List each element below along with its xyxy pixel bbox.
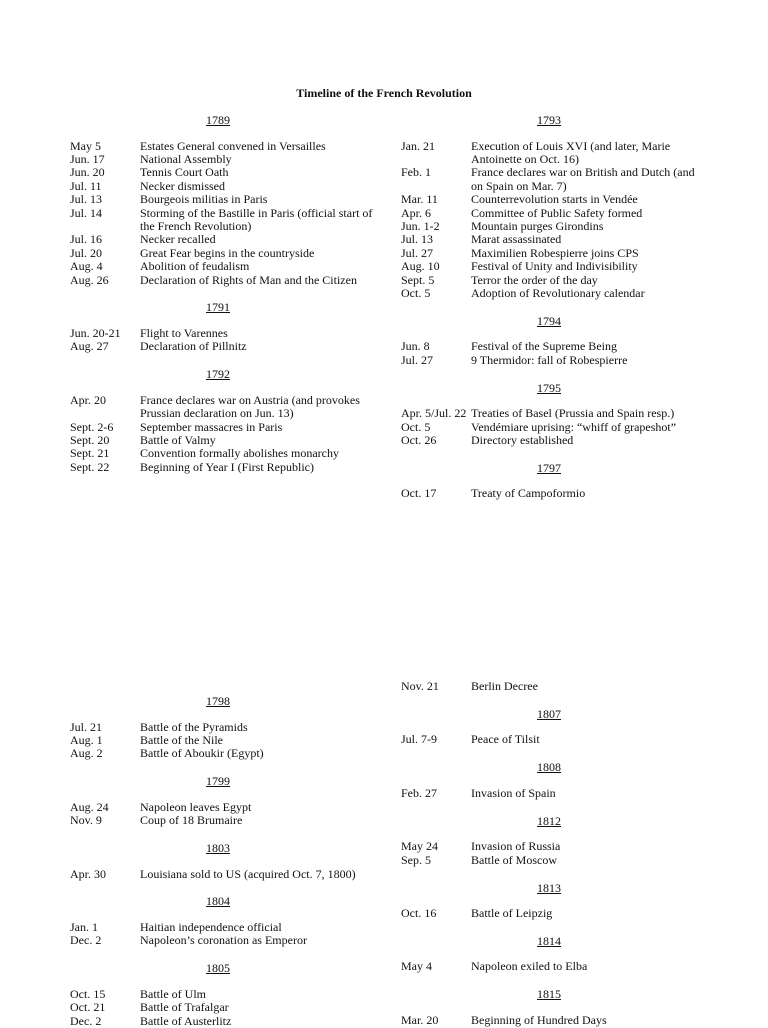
- year-heading: 1807: [537, 706, 561, 721]
- event-description: on Spain on Mar. 7): [471, 178, 567, 193]
- event-description: Maximilien Robespierre joins CPS: [471, 245, 639, 260]
- event-date: Aug. 26: [70, 272, 109, 287]
- event-description: Beginning of Hundred Days: [471, 1012, 607, 1027]
- event-description: Coup of 18 Brumaire: [140, 813, 243, 828]
- event-date: May 5: [70, 138, 101, 153]
- event-date: Jun. 8: [401, 339, 430, 354]
- event-date: Jul. 20: [70, 245, 103, 260]
- event-description: Declaration of Rights of Man and the Citizen: [140, 272, 357, 287]
- event-date: Jul. 14: [70, 205, 103, 220]
- event-date: Jul. 7-9: [401, 732, 437, 747]
- event-date: Mar. 11: [401, 192, 438, 207]
- event-description: Necker dismissed: [140, 178, 225, 193]
- year-heading: 1805: [206, 961, 230, 976]
- event-description: Battle of Ulm: [140, 986, 206, 1001]
- event-date: Jul. 13: [70, 192, 103, 207]
- event-description: Storming of the Bastille in Paris (official start of: [140, 205, 373, 220]
- event-date: Apr. 30: [70, 866, 106, 881]
- event-date: Jun. 1-2: [401, 218, 440, 233]
- event-description: Haitian independence official: [140, 919, 282, 934]
- event-description: Flight to Varennes: [140, 325, 228, 340]
- year-heading: 1814: [537, 933, 561, 948]
- event-date: Sept. 22: [70, 459, 110, 474]
- year-heading: 1808: [537, 760, 561, 775]
- event-date: Oct. 16: [401, 906, 437, 920]
- event-description: Battle of Aboukir (Egypt): [140, 746, 264, 761]
- year-heading: 1812: [537, 813, 561, 828]
- event-description: Peace of Tilsit: [471, 732, 540, 747]
- event-description: Vendémiare uprising: “whiff of grapeshot”: [471, 419, 677, 434]
- event-description: Terror the order of the day: [471, 272, 598, 287]
- year-heading: 1798: [206, 694, 230, 708]
- page-title: Timeline of the French Revolution: [296, 86, 472, 100]
- event-description: Louisiana sold to US (acquired Oct. 7, 1800): [140, 866, 356, 881]
- event-date: Jun. 20-21: [70, 325, 121, 340]
- year-heading: 1799: [206, 774, 230, 789]
- year-heading: 1803: [206, 841, 230, 855]
- event-date: Jul. 11: [70, 178, 102, 193]
- event-date: Oct. 15: [70, 986, 106, 1001]
- event-date: Apr. 20: [70, 392, 106, 407]
- event-description: Beginning of Year I (First Republic): [140, 459, 314, 474]
- event-date: Feb. 1: [401, 165, 431, 180]
- event-description: Festival of the Supreme Being: [471, 339, 617, 354]
- event-description: Tennis Court Oath: [140, 165, 229, 180]
- event-date: Jul. 27: [401, 352, 434, 367]
- event-description: Declaration of Pillnitz: [140, 339, 247, 354]
- event-description: 9 Thermidor: fall of Robespierre: [471, 352, 628, 367]
- event-date: Jul. 16: [70, 232, 103, 247]
- year-heading: 1815: [537, 987, 561, 1002]
- year-heading: 1804: [206, 894, 230, 909]
- event-date: Nov. 9: [70, 813, 102, 828]
- event-description: Napoleon’s coronation as Emperor: [140, 933, 307, 948]
- event-description: Marat assassinated: [471, 232, 562, 247]
- event-description: Battle of Austerlitz: [140, 1013, 232, 1028]
- event-description: Treaties of Basel (Prussia and Spain resp.): [471, 406, 675, 421]
- event-description: September massacres in Paris: [140, 419, 283, 434]
- event-description: Battle of Valmy: [140, 432, 216, 447]
- event-description: Prussian declaration on Jun. 13): [140, 406, 294, 421]
- event-date: Apr. 5/Jul. 22: [401, 406, 467, 421]
- event-date: Sep. 5: [401, 852, 431, 867]
- event-date: May 24: [401, 839, 438, 854]
- event-date: Oct. 5: [401, 419, 431, 434]
- year-heading: 1795: [537, 380, 561, 395]
- event-description: Treaty of Campoformio: [471, 486, 586, 501]
- event-description: Festival of Unity and Indivisibility: [471, 259, 638, 274]
- event-date: Aug. 24: [70, 799, 109, 814]
- event-date: Oct. 26: [401, 432, 437, 447]
- event-date: May 4: [401, 959, 432, 974]
- year-heading: 1793: [537, 113, 561, 127]
- event-description: National Assembly: [140, 151, 232, 166]
- event-description: Committee of Public Safety formed: [471, 205, 643, 220]
- event-description: Great Fear begins in the countryside: [140, 245, 315, 260]
- event-description: Adoption of Revolutionary calendar: [471, 285, 645, 300]
- event-description: Napoleon exiled to Elba: [471, 959, 588, 974]
- event-date: Mar. 20: [401, 1012, 439, 1027]
- event-date: Nov. 21: [401, 679, 439, 693]
- event-description: Bourgeois militias in Paris: [140, 192, 268, 207]
- event-date: Aug. 4: [70, 259, 103, 274]
- event-date: Jun. 17: [70, 151, 105, 166]
- year-heading: 1797: [537, 460, 561, 475]
- event-date: Jul. 21: [70, 719, 103, 734]
- event-date: Aug. 2: [70, 746, 103, 761]
- event-date: Feb. 27: [401, 785, 437, 800]
- event-date: Dec. 2: [70, 933, 102, 948]
- event-description: Antoinette on Oct. 16): [471, 151, 579, 166]
- event-description: Battle of Trafalgar: [140, 1000, 229, 1015]
- event-description: Battle of Leipzig: [471, 906, 553, 920]
- event-date: Sept. 5: [401, 272, 435, 287]
- event-date: Sept. 2-6: [70, 419, 114, 434]
- event-date: Oct. 17: [401, 486, 437, 501]
- event-description: Berlin Decree: [471, 679, 538, 693]
- event-description: Battle of the Pyramids: [140, 719, 248, 734]
- event-date: Sept. 20: [70, 432, 110, 447]
- event-description: Estates General convened in Versailles: [140, 138, 326, 153]
- event-description: the French Revolution): [140, 218, 252, 233]
- event-description: France declares war on Austria (and provokes: [140, 392, 360, 407]
- event-date: Aug. 10: [401, 259, 440, 274]
- event-description: Abolition of feudalism: [140, 259, 250, 274]
- event-description: Execution of Louis XVI (and later, Marie: [471, 138, 671, 153]
- event-description: Necker recalled: [140, 232, 216, 247]
- year-heading: 1789: [206, 113, 230, 127]
- event-date: Jan. 1: [70, 919, 98, 934]
- event-date: Dec. 2: [70, 1013, 102, 1028]
- year-heading: 1813: [537, 880, 561, 895]
- event-date: Jun. 20: [70, 165, 105, 180]
- event-description: Mountain purges Girondins: [471, 218, 604, 233]
- event-description: Battle of Moscow: [471, 852, 557, 867]
- event-description: Napoleon leaves Egypt: [140, 799, 252, 814]
- year-heading: 1792: [206, 367, 230, 382]
- event-description: Convention formally abolishes monarchy: [140, 446, 339, 461]
- event-date: Sept. 21: [70, 446, 110, 461]
- event-date: Jul. 13: [401, 232, 434, 247]
- event-description: Battle of the Nile: [140, 732, 223, 747]
- year-heading: 1794: [537, 313, 561, 328]
- year-heading: 1791: [206, 300, 230, 315]
- event-date: Aug. 1: [70, 732, 103, 747]
- event-description: Invasion of Russia: [471, 839, 561, 854]
- event-date: Jul. 27: [401, 245, 434, 260]
- event-date: Oct. 5: [401, 285, 431, 300]
- event-description: Counterrevolution starts in Vendée: [471, 192, 638, 207]
- event-description: Invasion of Spain: [471, 785, 556, 800]
- event-date: Apr. 6: [401, 205, 431, 220]
- event-date: Aug. 27: [70, 339, 109, 354]
- event-description: France declares war on British and Dutch (and: [471, 165, 695, 180]
- event-date: Jan. 21: [401, 138, 435, 153]
- event-date: Oct. 21: [70, 1000, 106, 1015]
- event-description: Directory established: [471, 432, 574, 447]
